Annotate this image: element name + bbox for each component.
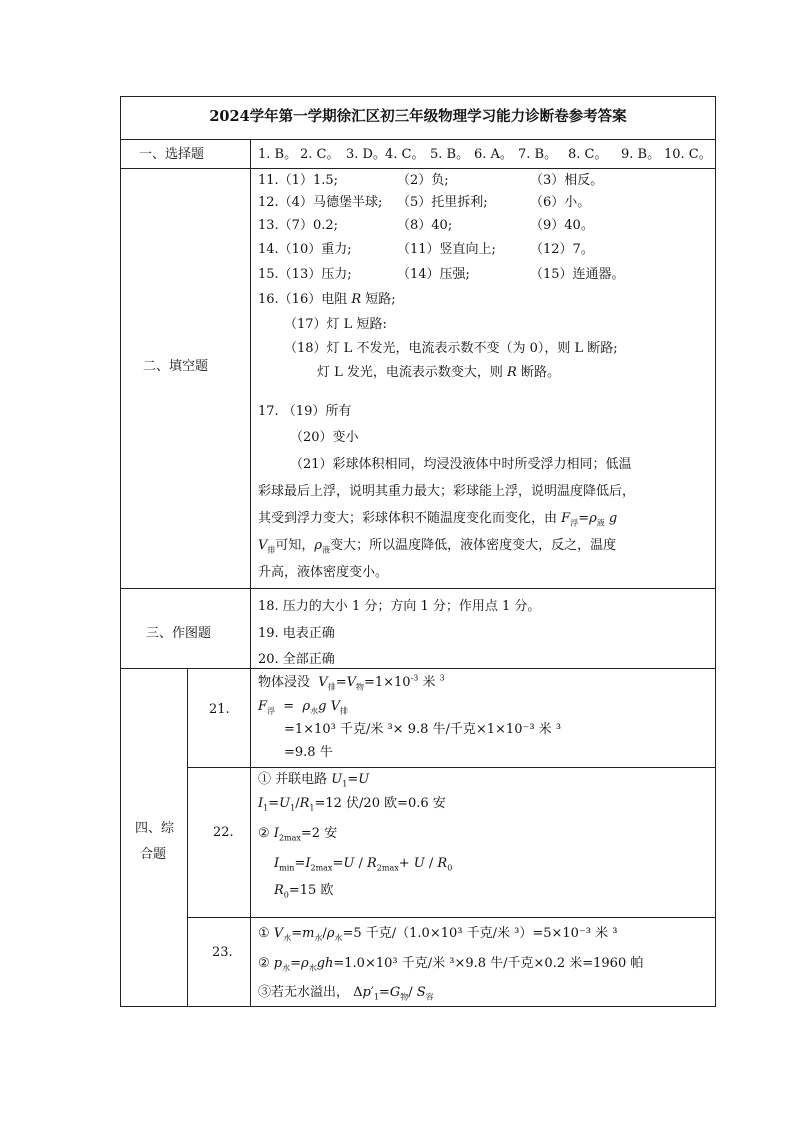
variable-r: R: [351, 292, 362, 307]
answer-line: （8）40;: [397, 218, 453, 233]
variable-r: R: [507, 365, 517, 380]
row-divider: [187, 767, 716, 768]
formula-buoyancy: $F_浮=\rho_液$ g: [561, 511, 618, 528]
table-border-top: [120, 96, 716, 97]
answer-text: =2 安: [300, 826, 338, 841]
section-label-choice: 一、选择题: [139, 147, 205, 162]
question-number: 22.: [213, 825, 234, 840]
answer-line: [258, 985, 434, 1002]
formula: $I_{min}=I_{2max}=U / R_{2max}+ U / R_0$: [274, 856, 453, 873]
answer-line: （11）竖直向上;: [397, 242, 496, 257]
answer-line: 19. 电表正确: [258, 626, 335, 641]
answer-item: 7. B。: [518, 147, 558, 162]
answer-item: 4. C。: [385, 147, 425, 162]
answer-text: ③若无水溢出，: [258, 985, 350, 1000]
answer-line: （18）灯 L 不发光，电流表示数不变（为 0），则 L 断路;: [284, 341, 618, 356]
answer-line: （12）7。: [530, 242, 594, 257]
formula-volume: $V_排$: [258, 538, 276, 555]
row-divider: [120, 588, 716, 589]
answer-line: （2）负;: [397, 173, 449, 188]
section-label-comprehensive: 四、综: [135, 821, 175, 836]
answer-line: =9.8 牛: [284, 745, 333, 760]
answer-line: [258, 826, 338, 843]
answer-item: 6. A。: [474, 147, 513, 162]
answer-text: 物体浸没: [258, 675, 311, 690]
answer-line: （6）小。: [530, 195, 591, 210]
row-divider: [120, 139, 716, 140]
row-divider: [120, 168, 716, 169]
answer-line: [258, 926, 618, 943]
row-divider: [187, 917, 716, 918]
answer-line: [258, 673, 445, 692]
table-border-left: [120, 96, 121, 1007]
answer-line: （5）托里拆利;: [397, 195, 488, 210]
answer-line: [258, 511, 618, 528]
answer-text: =15 欧: [288, 883, 334, 898]
column-divider: [187, 668, 188, 1007]
formula: ② $p_水=\rho_水gh$: [258, 956, 334, 973]
answer-text: =1.0×10³ 千克/米 ³×9.8 牛/千克×0.2 米=1960 帕: [333, 956, 644, 971]
answer-text: =5 千克/（1.0×10³ 千克/米 ³）=5×10⁻³ 米 ³: [342, 926, 618, 941]
answer-line: 14.（10）重力;: [258, 242, 352, 257]
answer-item: 2. C。: [300, 147, 340, 162]
answer-text: 其受到浮力变大；彩球体积不随温度变化而变化，由: [258, 511, 558, 526]
answer-line: 18. 压力的大小 1 分；方向 1 分；作用点 1 分。: [258, 599, 541, 614]
formula-density: $\rho_液$: [314, 538, 331, 555]
answer-line: （17）灯 L 短路:: [284, 317, 387, 332]
column-divider: [250, 139, 251, 1007]
answer-line: 彩球最后上浮，说明其重力最大；彩球能上浮，说明温度降低后，: [258, 484, 636, 499]
section-label-fill: 二、填空题: [143, 359, 209, 374]
answer-line: （14）压强;: [397, 267, 470, 282]
answer-line: 20. 全部正确: [258, 652, 335, 667]
answer-item: 5. B。: [430, 147, 470, 162]
row-divider: [120, 668, 716, 669]
answer-text: 可知，: [275, 538, 315, 553]
answer-line: （20）变小: [290, 430, 359, 445]
answer-line: 17. （19）所有: [258, 404, 352, 419]
answer-text: 变大；所以温度降低，液体密度变大，反之，温度: [330, 538, 617, 553]
answer-line: [258, 796, 446, 813]
answer-line: 15.（13）压力;: [258, 267, 352, 282]
answer-line: 11.（1）1.5;: [258, 173, 338, 188]
answer-line: （9）40。: [530, 218, 594, 233]
formula: $R_0$: [274, 883, 289, 900]
section-label-comprehensive: 合题: [140, 847, 167, 862]
answer-line: 12.（4）马德堡半球;: [258, 195, 383, 210]
answer-item: 3. D。: [346, 147, 386, 162]
answer-item: 1. B。: [258, 147, 298, 162]
answer-line: =1×10³ 千克/米 ³× 9.8 牛/千克×1×10⁻³ 米 ³: [284, 722, 562, 737]
table-border-right: [715, 96, 716, 1007]
answer-line: [258, 956, 644, 973]
answer-line: 13.（7）0.2;: [258, 218, 338, 233]
section-label-drawing: 三、作图题: [146, 626, 212, 641]
page-title: 2024学年第一学期徐汇区初三年级物理学习能力诊断卷参考答案: [209, 108, 627, 125]
answer-line: （3）相反。: [530, 173, 604, 188]
formula: $F_浮 = \rho_水g$ $V_排$: [258, 699, 348, 716]
formula: $I_1=U_1/R_1$: [258, 796, 315, 813]
answer-line: [274, 883, 334, 900]
formula: $U_1=U$: [331, 772, 370, 789]
answer-text: 16.（16）电阻: [258, 292, 348, 307]
answer-text: 断路。: [520, 365, 560, 380]
formula: $V_排=V_物=1\times 10^{-3}$ 米 $^3$: [318, 673, 445, 692]
formula: ② $I_{2max}$: [258, 826, 301, 843]
answer-text: 灯 L 发光，电流表示数变大，则: [317, 365, 503, 380]
answer-line: [258, 293, 396, 306]
answer-line: [317, 366, 560, 379]
answer-text: ① 并联电路: [258, 772, 328, 787]
answer-line: [258, 772, 370, 789]
answer-text: =12 伏/20 欧=0.6 安: [314, 796, 446, 811]
answer-item: 9. B。: [621, 147, 661, 162]
answer-item: 8. C。: [568, 147, 608, 162]
answer-text: 短路;: [365, 292, 396, 307]
answer-line: [258, 538, 617, 555]
question-number: 23.: [212, 945, 233, 960]
table-border-bottom: [120, 1006, 716, 1007]
answer-line: （21）彩球体积相同，均浸没液体中时所受浮力相同；低温: [290, 457, 632, 472]
answer-line: （15）连通器。: [530, 267, 625, 282]
answer-item: 10. C。: [664, 147, 712, 162]
answer-line: 升高，液体密度变小。: [258, 565, 389, 580]
question-number: 21.: [209, 702, 230, 717]
formula: ① $V_水=m_水/\rho_水$: [258, 926, 343, 943]
formula: $\Delta p'_1=G_物/$ $S_容$: [353, 985, 434, 1002]
